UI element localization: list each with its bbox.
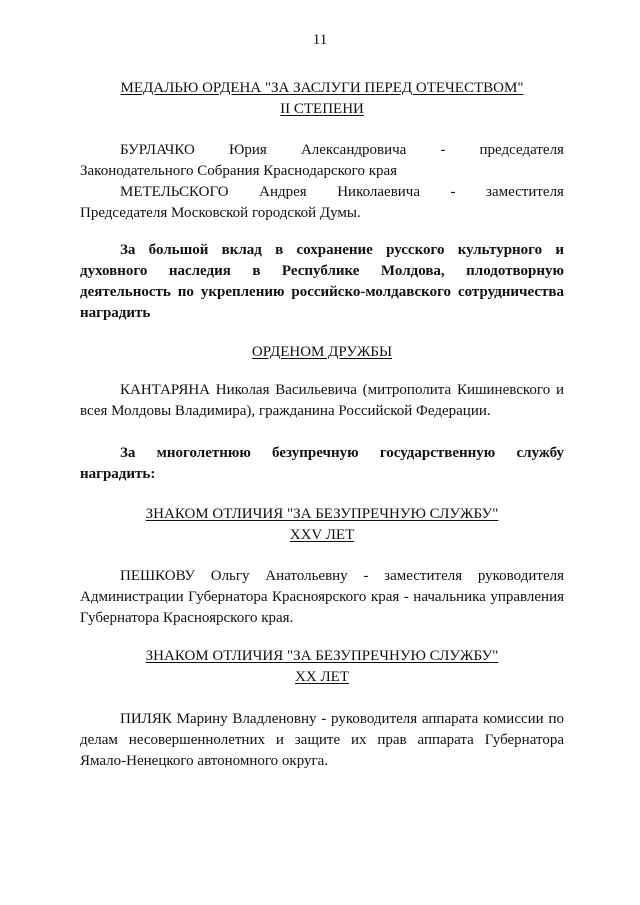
surname: МЕТЕЛЬСКОГО — [120, 184, 229, 200]
award-entry: ПИЛЯК Марину Владленовну - руководителя аппарата комиссии по делам несовершеннолетних и защите их прав аппарата Губернатора Ямало-Ненецкого автономного округа. — [80, 711, 564, 769]
patronymic: Николаевича — [337, 184, 421, 200]
award-entry: ПЕШКОВУ Ольгу Анатольевну - заместителя руководителя Администрации Губернатора Красноярского края - начальника управления Губернатора Красноярского края. — [80, 568, 564, 626]
heading-line: ЗНАКОМ ОТЛИЧИЯ "ЗА БЕЗУПРЕЧНУЮ СЛУЖБУ" — [145, 506, 499, 522]
page-number: 11 — [312, 32, 328, 48]
entry-first-line — [80, 140, 564, 161]
heading-line: XXV ЛЕТ — [289, 527, 355, 543]
dash: - — [450, 184, 456, 200]
surname: БУРЛАЧКО — [120, 142, 195, 158]
section-heading-badge-25 — [80, 504, 564, 546]
heading-line: ЗНАКОМ ОТЛИЧИЯ "ЗА БЕЗУПРЕЧНУЮ СЛУЖБУ" — [145, 648, 499, 664]
award-entry — [80, 140, 564, 182]
section-heading-badge-20 — [80, 646, 564, 688]
heading-line: МЕДАЛЬЮ ОРДЕНА "ЗА ЗАСЛУГИ ПЕРЕД ОТЕЧЕСТВОМ" — [120, 80, 524, 96]
dash: - — [440, 142, 446, 158]
heading-line: II СТЕПЕНИ — [280, 101, 364, 117]
decree-paragraph: За многолетнюю безупречную государственную службу наградить: — [80, 445, 564, 482]
decree-paragraph: За большой вклад в сохранение русского культурного и духовного наследия в Республике Молдова, плодотворную деятельность по укреплению российско-молдавского сотрудничества наградить — [80, 242, 564, 321]
award-entry — [80, 182, 564, 224]
position-start: заместителя — [486, 184, 564, 200]
entry-rest: Законодательного Собрания Краснодарского края — [80, 163, 398, 179]
section-heading-order — [80, 342, 564, 363]
heading-line: XX ЛЕТ — [295, 669, 349, 685]
entry-rest: Председателя Московской городской Думы. — [80, 205, 361, 221]
heading-line: ОРДЕНОМ ДРУЖБЫ — [251, 344, 393, 360]
entry-first-line — [80, 182, 564, 203]
position-start: председателя — [479, 142, 564, 158]
patronymic: Александровича — [300, 142, 407, 158]
first-name: Андрея — [259, 184, 307, 200]
section-heading-medal — [80, 78, 564, 120]
award-entry: КАНТАРЯНА Николая Васильевича (митрополита Кишиневского и всея Молдовы Владимира), гражданина Российской Федерации. — [80, 382, 564, 419]
first-name: Юрия — [228, 142, 267, 158]
